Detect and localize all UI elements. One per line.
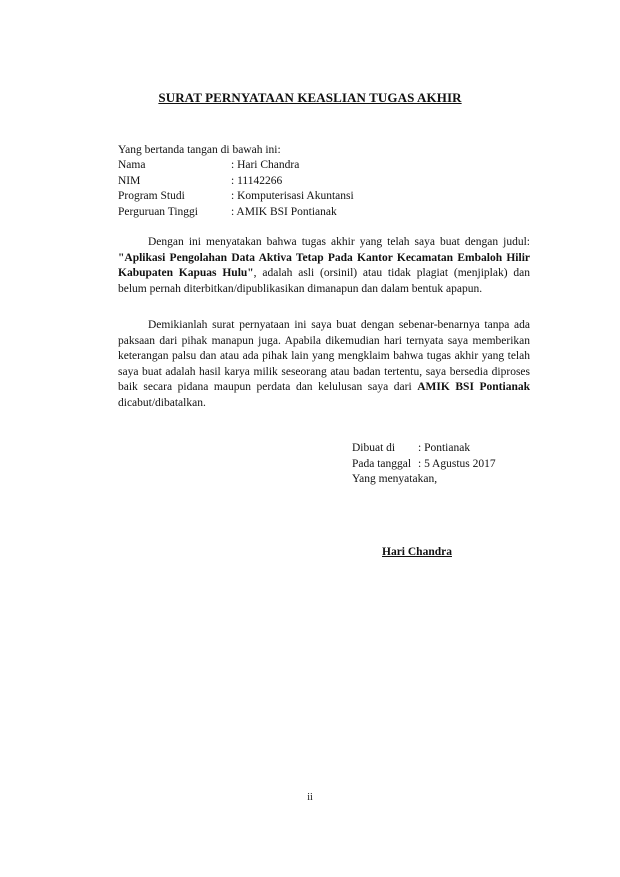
field-label: NIM — [118, 174, 141, 187]
page-number: ii — [307, 792, 313, 803]
field-value: : Komputerisasi Akuntansi — [231, 190, 354, 202]
paragraph-text: , adalah asli (orsinil) atau tidak plagiat (menjiplak) dan belum pernah diterbitkan/dipublikasikan dimanapun dan dalam bentuk apapun. — [118, 267, 530, 295]
field-row-nim — [118, 174, 354, 190]
paragraph-text: dicabut/dibatalkan. — [118, 396, 206, 409]
paragraph-text: Demikianlah surat pernyataan ini saya buat dengan sebenar-benarnya tanpa ada paksaan dari pihak manapun juga. Apabila dikemudian hari ternyata saya memberikan keterangan palsu dan atau ada pihak lain yang mengklaim bahwa tugas akhir yang telah saya buat adalah hasil karya milik seseorang atau badan tertentu, saya bersedia diproses baik secara pidana maupun perdata dan kelulusan saya dari — [118, 319, 530, 393]
field-value: : Hari Chandra — [231, 159, 300, 171]
thesis-title: "Aplikasi Pengolahan Data Aktiva Tetap Pada Kantor Kecamatan Embaloh Hilir Kabupaten Kapuas Hulu" — [118, 251, 530, 279]
declarant-label: Yang menyatakan, — [352, 473, 438, 485]
institution-name: AMIK BSI Pontianak — [417, 381, 530, 393]
document-title: SURAT PERNYATAAN KEASLIAN TUGAS AKHIR — [158, 90, 462, 105]
paragraph-text: Dengan ini menyatakan bahwa tugas akhir yang telah saya buat dengan judul: — [148, 236, 530, 248]
field-label: Nama — [118, 159, 146, 171]
identity-fields — [118, 158, 354, 220]
field-label: Perguruan Tinggi — [118, 205, 198, 218]
signoff-value: : Pontianak — [418, 442, 471, 454]
signer-name: Hari Chandra — [382, 546, 452, 558]
field-value: : 11142266 — [231, 174, 283, 187]
statement-paragraph — [118, 235, 530, 297]
field-label: Program Studi — [118, 190, 185, 202]
signoff-label: Dibuat di — [352, 442, 396, 454]
signoff-place — [352, 441, 496, 457]
closing-paragraph — [118, 318, 530, 411]
signoff-block — [352, 441, 496, 488]
signoff-date — [352, 457, 496, 473]
intro-text: Yang bertanda tangan di bawah ini: — [118, 144, 281, 156]
field-row-nama — [118, 158, 354, 174]
field-value: : AMIK BSI Pontianak — [231, 205, 337, 218]
signoff-value: : 5 Agustus 2017 — [418, 457, 496, 470]
signoff-label: Pada tanggal — [352, 457, 412, 470]
field-row-perguruan-tinggi — [118, 205, 354, 221]
field-row-program-studi — [118, 189, 354, 205]
